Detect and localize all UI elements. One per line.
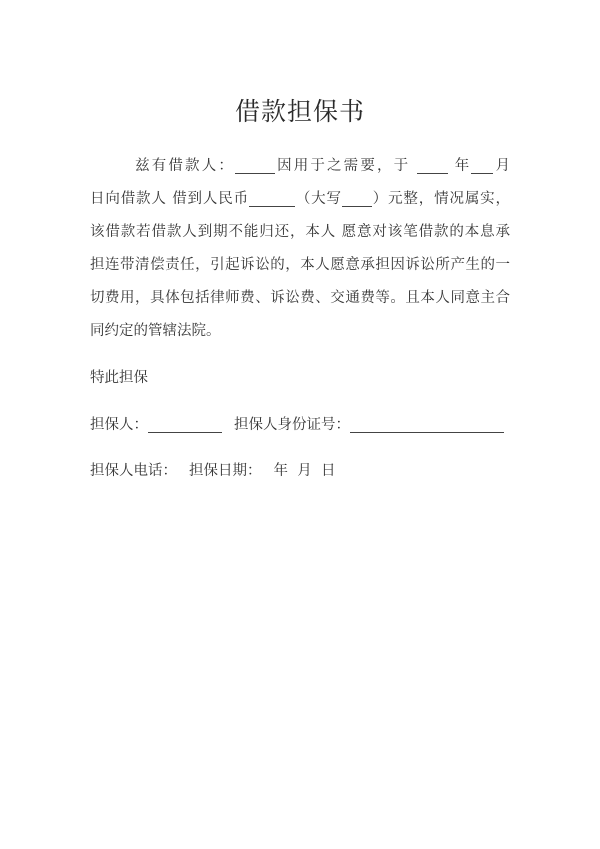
loan-year-blank — [417, 157, 448, 174]
borrower-name-blank — [235, 157, 275, 174]
guarantor-id-blank — [350, 416, 504, 433]
purpose-text: 因用于之需要，于 — [274, 158, 411, 174]
paragraph-line-4: 担连带清偿责任，引起诉讼的，本人愿意承担因诉讼所产生的一 — [90, 257, 510, 273]
date-month-label: 月 — [297, 463, 312, 479]
guarantor-phone-label: 担保人电话： — [90, 463, 177, 479]
document-title: 借款担保书 — [234, 97, 365, 126]
guarantee-paragraph — [90, 150, 510, 348]
month-label: 月 — [493, 158, 511, 174]
date-year-label: 年 — [273, 463, 288, 479]
signature-row-contact — [90, 459, 335, 480]
date-day-label: 日 — [320, 463, 336, 479]
guarantee-date-label: 担保日期： — [189, 463, 262, 479]
borrower-label: 兹有借款人： — [133, 158, 235, 174]
paragraph-line-5: 切费用，具体包括律师费、诉讼费、交通费等。且本人同意主合 — [90, 290, 510, 306]
uppercase-label: （大写 — [294, 191, 342, 207]
lender-text: 日向借款人 借到人民币 — [90, 191, 249, 207]
guarantor-id-label: 担保人身份证号： — [234, 417, 350, 433]
signature-row-guarantor — [90, 413, 504, 434]
closing-statement: 特此担保 — [90, 370, 148, 386]
paragraph-line-3: 该借款若借款人到期不能归还，本人 愿意对该笔借款的本息承 — [90, 224, 510, 240]
paragraph-line-1 — [90, 150, 510, 183]
uppercase-amount-blank — [342, 190, 372, 207]
paragraph-line-2 — [90, 183, 510, 216]
guarantor-label: 担保人： — [90, 417, 148, 433]
paragraph-line-6: 同约定的管辖法院。 — [90, 323, 221, 339]
amount-suffix-text: ）元整，情况属实， — [371, 191, 511, 207]
amount-blank — [249, 190, 295, 207]
loan-month-blank — [471, 157, 493, 174]
year-label: 年 — [454, 158, 472, 174]
guarantor-name-blank — [148, 416, 222, 433]
